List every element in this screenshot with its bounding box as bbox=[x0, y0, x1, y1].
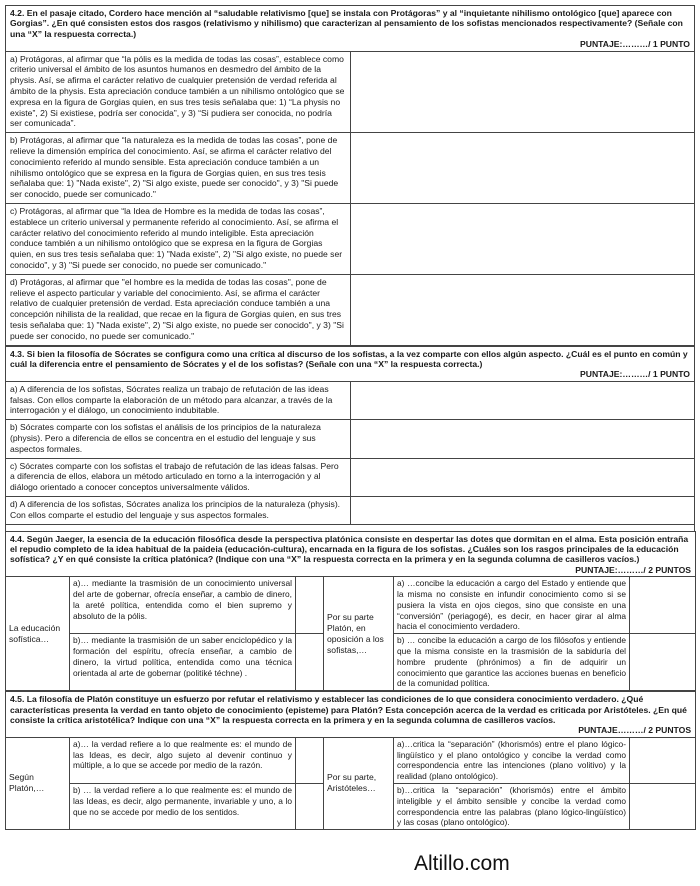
question-4-3 bbox=[6, 346, 695, 381]
question-text: 4.4. Según Jaeger, la esencia de la educación filosófica desde la perspectiva platónica consiste en despertar las dotes que dormitan en el alma. Esta posición entraña el repudio completo de la idea habitual de la paideia (educación-cultura), encarnada en la figura de los sofistas. ¿Cuáles son los rasgos principales de la educación sofística? ¿Y en qué consiste la crítica platónica? (Indique con una “X” la respuesta correcta en la primera y en la segunda columna de casilleros vacíos.) bbox=[10, 533, 689, 565]
left-option-b: b)… mediante la trasmisión de un saber enciclopédico y la formación del espíritu, ofrecía enseñar, a cambio de dinero, la virtud política, entendida como una técnica orientada al arte de gobernar (politiké téchne) . bbox=[70, 634, 296, 691]
right-option-b: b)…critica la “separación” (khorismós) entre el ámbito inteligible y el ámbito sensible y concibe la verdad como correspondencia entre las palabras (plano lógico-lingüístico) y las cosas (plano ontológico). bbox=[394, 783, 630, 829]
answer-box-c[interactable] bbox=[350, 203, 695, 274]
answer-box-a[interactable] bbox=[350, 381, 695, 419]
question-4-4 bbox=[6, 531, 696, 577]
score-label: PUNTAJE………/ 2 PUNTOS bbox=[578, 725, 692, 736]
right-option-b: b) … concibe la educación a cargo de los filósofos y entiende que la misma consiste en la trasmisión de la sabiduría del hombre prudente (phrónimos) a fin de adquirir un conocimiento que garantice las acciones buenas en beneficio de la comunidad política. bbox=[394, 634, 630, 691]
answer-box-a[interactable] bbox=[350, 51, 695, 133]
score-label: PUNTAJE:………/ 2 PUNTOS bbox=[575, 564, 692, 575]
option-d: d) Protágoras, al afirmar que "el hombre es la medida de todas las cosas", pone de relieve el aspecto particular y variable del conocimiento. Así, se afirma el carácter relativo de cualquier pretensión de verdad. Esta apreciación conduce también a una concepción nihilista de la realidad, que recae en la figura de Gorgias quien, en sus tres tesis señalaba que: 1) "Nada existe", 2) "Si algo existe, no puede ser conocido", y 3) "Si puede ser conocido, no puede ser comunicado." bbox=[6, 274, 351, 345]
left-option-a: a)… la verdad refiere a lo que realmente es: el mundo de las Ideas, es decir, algo sujeto al devenir continuo y múltiple, a lo que se accede por medio de la razón. bbox=[70, 737, 296, 783]
answer-box-d[interactable] bbox=[350, 496, 695, 524]
right-answer-box-a[interactable] bbox=[630, 577, 696, 634]
left-answer-box-a[interactable] bbox=[296, 737, 324, 783]
site-watermark: Altillo.com bbox=[414, 852, 510, 875]
left-option-b: b) … la verdad refiere a lo que realmente es: el mundo de las Ideas, es decir, algo permanente, invariable y uno, a lo que no se accede por medio de los sentidos. bbox=[70, 783, 296, 829]
answer-box-c[interactable] bbox=[350, 458, 695, 496]
option-a: a) A diferencia de los sofistas, Sócrates realiza un trabajo de refutación de las ideas falsas. Con ellos comparte la elaboración de un método para alcanzar, a través de la interrogación y el diálogo, un conocimiento indubitable. bbox=[6, 381, 351, 419]
right-answer-box-b[interactable] bbox=[630, 634, 696, 691]
score-label: PUNTAJE:………/ 1 PUNTO bbox=[580, 39, 690, 50]
option-a: a) Protágoras, al afirmar que “la pólis es la medida de todas las cosas”, establece como criterio universal el ámbito de los asuntos humanos en desmedro del ámbito de la physis. Así, se afirma el carácter relativo de cualquier pretensión de verdad referida al ámbito de la physis. Esta apreciación conduce también a un nihilismo ontológico que se expresa en la figura de Gorgias quien, en sus tres tesis señalaba que: 1) “La physis no existe”, 2) Si existiese, podría ser conocida”, y 3) “Si pudiera ser conocida, no podría ser comunicada”. bbox=[6, 51, 351, 133]
question-4-5 bbox=[6, 692, 696, 738]
option-b: b) Protágoras, al afirmar que “la naturaleza es la medida de todas las cosas”, pone de relieve la dimensión empírica del conocimiento. Así, se afirma el carácter relativo del conocimiento referido al mundo sensible. Esta apreciación conduce también a un nihilismo ontológico que se expresa en la figura de Gorgias quien, en sus tres tesis señalaba que: 1) "Nada existe", 2) "Si algo existe, puede ser conocido", y 3) "Si puede ser conocido, puede ser comunicado." bbox=[6, 133, 351, 204]
question-text: 4.5. La filosofía de Platón constituye un esfuerzo por refutar el relativismo y establecer las condiciones de lo que considera conocimiento verdadero. ¿Qué características presenta la verdad en tanto objeto de conocimiento (episteme) para Platón? Esta concepción acerca de la verdad es criticada por Aristóteles. ¿En qué consiste la crítica aristotélica? Indique con una “X” la respuesta correcta en la primera y en la segunda columna de casilleros vacíos. bbox=[10, 694, 687, 725]
option-b: b) Sócrates comparte con los sofistas el análisis de los principios de la naturaleza (physis). Pero a diferencia de ellos se concentra en el estudio del lenguaje y sus aspectos formales. bbox=[6, 420, 351, 458]
question-4-3-table bbox=[5, 346, 695, 525]
left-answer-box-b[interactable] bbox=[296, 634, 324, 691]
row-label: La educación sofística… bbox=[6, 577, 70, 691]
left-answer-box-b[interactable] bbox=[296, 783, 324, 829]
score-label: PUNTAJE:………/ 1 PUNTO bbox=[580, 369, 690, 380]
right-option-a: a)…critica la “separación” (khorismós) entre el plano lógico-lingüístico y el plano ontológico y concibe la verdad como correspondencia entre las intenciones (plano volitivo) y la realidad (plano ontológico). bbox=[394, 737, 630, 783]
question-4-5-table bbox=[5, 691, 696, 830]
answer-box-b[interactable] bbox=[350, 133, 695, 204]
option-d: d) A diferencia de los sofistas, Sócrates analiza los principios de la naturaleza (physis). Con ellos comparte el estudio del lenguaje y sus aspectos formales. bbox=[6, 496, 351, 524]
answer-box-b[interactable] bbox=[350, 420, 695, 458]
left-option-a: a)… mediante la trasmisión de un conocimiento universal del arte de gobernar, ofrecía enseñar, a cambio de dinero, la areté política, entendida como el bien supremo y absoluto de la pólis. bbox=[70, 577, 296, 634]
right-answer-box-a[interactable] bbox=[630, 737, 696, 783]
answer-box-d[interactable] bbox=[350, 274, 695, 345]
question-4-2-table bbox=[5, 5, 695, 346]
question-text: 4.2. En el pasaje citado, Cordero hace mención al “saludable relativismo [que] se instala con Protágoras” y al “inquietante nihilismo ontológico [que] aparece con Gorgias”. ¿En qué consisten estos dos rasgos (relativismo y nihilismo) que caracterizan al pensamiento de los sofistas mencionados respectivamente? (Señale con una “X” la respuesta correcta.) bbox=[10, 8, 683, 39]
question-4-2 bbox=[6, 6, 695, 52]
middle-label: Por su parte, Aristóteles… bbox=[324, 737, 394, 829]
option-c: c) Sócrates comparte con los sofistas el trabajo de refutación de las ideas falsas. Pero a diferencia de ellos, elabora un método articulado en torno a la interrogación y al diálogo orientado a conocer conceptos universalmente válidos. bbox=[6, 458, 351, 496]
question-text: 4.3. Si bien la filosofía de Sócrates se configura como una crítica al discurso de los sofistas, a la vez comparte con ellos algún aspecto. ¿Cuál es el punto en común y cuál la diferencia entre el pensamiento de Sócrates y el de los sofistas? (Señale con una “X” la respuesta correcta.) bbox=[10, 348, 688, 369]
option-c: c) Protágoras, al afirmar que “la Idea de Hombre es la medida de todas las cosas”, establece un criterio universal y permanente referido al conocimiento. Así, se afirma el carácter relativo del conocimiento referido al mundo inteligible. Esta apreciación conduce también a un nihilismo ontológico que se expresa en la figura de Gorgias quien, en sus tres tesis señalaba que: 1) "Nada existe", 2) "Si algo existe, no puede ser conocido", y 3) "Si puede ser conocido, no puede ser comunicado." bbox=[6, 203, 351, 274]
exam-page bbox=[5, 5, 695, 830]
right-answer-box-b[interactable] bbox=[630, 783, 696, 829]
middle-label: Por su parte Platón, en oposición a los sofistas,… bbox=[324, 577, 394, 691]
left-answer-box-a[interactable] bbox=[296, 577, 324, 634]
right-option-a: a) …concibe la educación a cargo del Estado y entiende que la misma no consiste en infundir conocimiento como si se pusiera la vista en ojos ciegos, sino que consiste en una “conversión” (periagogé), es decir, en hacer girar al alma hacia el conocimiento verdadero. bbox=[394, 577, 630, 634]
row-label: Según Platón,… bbox=[6, 737, 70, 829]
question-4-4-table bbox=[5, 531, 696, 692]
